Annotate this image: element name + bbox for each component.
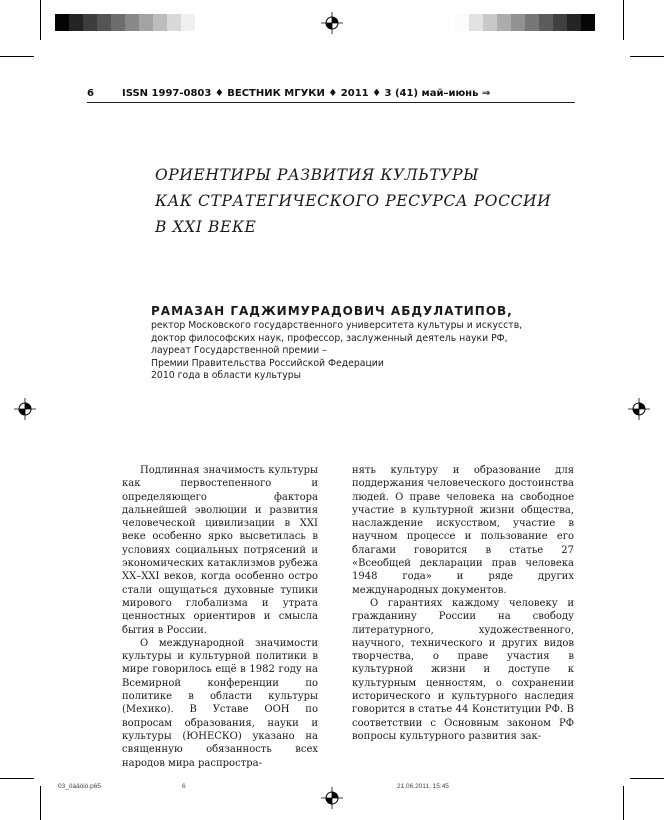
crop-mark (40, 0, 41, 40)
author-name: РАМАЗАН ГАДЖИМУРАДОВИЧ АБДУЛАТИПОВ, (151, 304, 513, 318)
author-info-line: доктор философских наук, профессор, заслуженный деятель науки РФ, (151, 332, 508, 344)
crop-mark (630, 778, 664, 779)
registration-mark-right-icon (628, 398, 650, 420)
color-bar-left (55, 14, 195, 31)
author-info-line: ректор Московского государственного университета культуры и искусств, (151, 320, 523, 331)
title-line: В XXI ВЕКЕ (155, 218, 257, 236)
color-swatch (139, 14, 153, 31)
body-column-right (352, 464, 574, 743)
color-swatch (83, 14, 97, 31)
crop-mark (40, 786, 41, 820)
crop-mark (0, 56, 34, 57)
author-info-line: 2010 года в области культуры (151, 370, 301, 382)
header-rule (87, 102, 575, 103)
article-title (155, 162, 551, 240)
color-swatch (525, 14, 539, 31)
author-info-line: Премии Правительства Российской Федерации (151, 357, 384, 369)
color-swatch (455, 14, 469, 31)
color-swatch (97, 14, 111, 31)
title-line: КАК СТРАТЕГИЧЕСКОГО РЕСУРСА РОССИИ (155, 192, 552, 210)
color-swatch (483, 14, 497, 31)
color-swatch (153, 14, 167, 31)
slug-filename: 03_ôáäóió.p65 (58, 783, 102, 790)
page-number: 6 (87, 88, 94, 99)
color-swatch (539, 14, 553, 31)
paragraph: нять культуру и образование для поддержания человеческого достоинства людей. О праве человека на свободное участие в культурной жизни общества, наслаждение искусством, участие в научном процессе и пользование его благами говорится в статье 27 «Всеобщей декларации прав человека 1948 года» и ряде других международных документов. (352, 465, 574, 596)
crop-mark (630, 56, 664, 57)
crop-mark (623, 0, 624, 40)
body-column-left (122, 464, 318, 770)
paragraph: Подлинная значимость культуры как первостепенного и определяющего фактора дальнейшей эволюции и развития человеческой цивилизации в XXI веке особенно ярко высветилась в условиях социальных потрясений и экономических катаклизмов рубежа XX–XXI веков, когда особенно остро стали ощущаться духовные тупики мирового глобализма и утрата ценностных ориентиров и смысла бытия в России. (122, 465, 318, 636)
author-affiliation (151, 320, 522, 383)
slug-datetime: 21.06.2011, 15:45 (397, 783, 449, 790)
color-swatch (181, 14, 195, 31)
color-swatch (111, 14, 125, 31)
color-swatch (581, 14, 595, 31)
registration-mark-left-icon (14, 398, 36, 420)
title-line: ОРИЕНТИРЫ РАЗВИТИЯ КУЛЬТУРЫ (155, 166, 479, 184)
color-swatch (469, 14, 483, 31)
registration-mark-top-icon (321, 12, 343, 34)
paragraph: О гарантиях каждому человеку и гражданину России на свободу литературного, художественного, научного, технического и других видов творчества, о праве участия в культурной жизни и доступе к культурным ценностям, о сохранении исторического и культурного наследия говорится в статье 44 Конституции РФ. В соответствии с Основным законом РФ вопросы культурного развития зак- (352, 597, 574, 742)
color-swatch (511, 14, 525, 31)
color-bar-right (455, 14, 595, 31)
author-info-line: лауреат Государственной премии – (151, 345, 327, 357)
paragraph: О международной значимости культуры и культурной политики в мире говорилось ещё в 1982 году на Всемирной конференции по политике в области культуры (Мехико). В Уставе ООН по вопросам образования, науки и культуры (ЮНЕСКО) указано на священную обязанность всех народов мира распростра- (122, 637, 318, 769)
journal-running-title: ISSN 1997-0803 ♦ ВЕСТНИК МГУКИ ♦ 2011 ♦ 3 (41) май–июнь ⇒ (122, 88, 491, 99)
registration-mark-bottom-icon (321, 787, 343, 809)
color-swatch (497, 14, 511, 31)
crop-mark (623, 786, 624, 820)
color-swatch (553, 14, 567, 31)
color-swatch (55, 14, 69, 31)
color-swatch (125, 14, 139, 31)
color-swatch (567, 14, 581, 31)
color-swatch (69, 14, 83, 31)
slug-page: 6 (182, 783, 186, 790)
crop-mark (0, 778, 34, 779)
color-swatch (167, 14, 181, 31)
